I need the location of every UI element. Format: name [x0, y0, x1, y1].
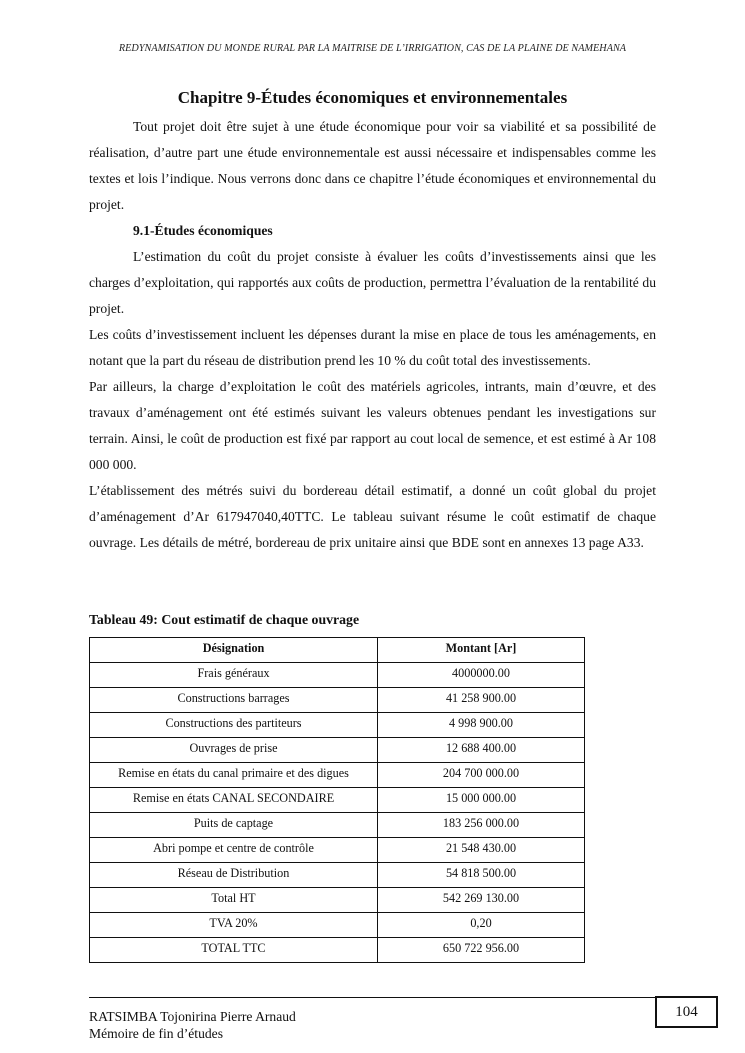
amount-cell: 21 548 430.00	[378, 838, 585, 863]
table-caption: Tableau 49: Cout estimatif de chaque ouvrage	[89, 612, 360, 627]
designation-cell: TOTAL TTC	[90, 938, 378, 963]
table-row-tva	[90, 913, 585, 938]
amount-cell: 183 256 000.00	[378, 813, 585, 838]
table-row	[90, 713, 585, 738]
designation-cell: Réseau de Distribution	[90, 863, 378, 888]
section-paragraph: Les coûts d’investissement incluent les dépenses durant la mise en place de tous les aménagements, en notant que la part du réseau de distribution prend les 10 % du coût total des investissements.	[89, 327, 656, 368]
amount-cell: 650 722 956.00	[378, 938, 585, 963]
amount-cell: 12 688 400.00	[378, 738, 585, 763]
table-row	[90, 813, 585, 838]
table-row	[90, 788, 585, 813]
designation-cell: Remise en états CANAL SECONDAIRE	[90, 788, 378, 813]
section-paragraph: L’établissement des métrés suivi du bordereau détail estimatif, a donné un coût global du projet d’aménagement d’Ar 617947040,40TTC. Le tableau suivant résume le coût estimatif de chaque ouvrage. Les détails de métré, bordereau de prix unitaire ainsi que BDE sont en annexes 13 page A33.	[89, 483, 656, 550]
section-paragraph: L’estimation du coût du projet consiste à évaluer les coûts d’investissements ainsi que les charges d’exploitation, qui rapportés aux coûts de production, permettra l’évaluation de la rentabilité du projet.	[89, 249, 656, 316]
section-paragraph: Par ailleurs, la charge d’exploitation le coût des matériels agricoles, intrants, main d’œuvre, et des travaux d’aménagement ont été estimés suivant les valeurs obtenues pendant les investigations sur terrain. Ainsi, le coût de production est fixé par rapport au cout local de semence, et est estimé à Ar 108 000 000.	[89, 379, 656, 472]
designation-cell: Constructions des partiteurs	[90, 713, 378, 738]
chapter-intro-block	[89, 114, 656, 218]
footer-divider	[89, 997, 656, 998]
designation-cell: Remise en états du canal primaire et des digues	[90, 763, 378, 788]
amount-cell: 41 258 900.00	[378, 688, 585, 713]
amount-cell: 4000000.00	[378, 663, 585, 688]
amount-cell: 15 000 000.00	[378, 788, 585, 813]
table-header-row	[90, 638, 585, 663]
table-row	[90, 863, 585, 888]
table-row	[90, 688, 585, 713]
footer-author-name: RATSIMBA Tojonirina Pierre Arnaud	[89, 1009, 296, 1024]
table-row-total-ttc	[90, 938, 585, 963]
amount-cell: 0,20	[378, 913, 585, 938]
amount-cell: 4 998 900.00	[378, 713, 585, 738]
footer-document-type: Mémoire de fin d’études	[89, 1026, 224, 1041]
page-number: 104	[655, 996, 718, 1028]
designation-cell: Ouvrages de prise	[90, 738, 378, 763]
designation-cell: Frais généraux	[90, 663, 378, 688]
designation-cell: Constructions barrages	[90, 688, 378, 713]
table-row	[90, 763, 585, 788]
footer-author-block	[89, 1008, 296, 1042]
table-row	[90, 663, 585, 688]
designation-cell: Abri pompe et centre de contrôle	[90, 838, 378, 863]
column-header-amount: Montant [Ar]	[378, 638, 585, 663]
table-row-total-ht	[90, 888, 585, 913]
section-block	[89, 218, 656, 556]
amount-cell: 542 269 130.00	[378, 888, 585, 913]
cost-table	[89, 637, 585, 963]
section-heading: 9.1-Études économiques	[133, 223, 273, 238]
running-header: REDYNAMISATION DU MONDE RURAL PAR LA MAITRISE DE L’IRRIGATION, CAS DE LA PLAINE DE NAMEHANA	[118, 43, 627, 54]
column-header-designation: Désignation	[90, 638, 378, 663]
amount-cell: 54 818 500.00	[378, 863, 585, 888]
table-row	[90, 738, 585, 763]
amount-cell: 204 700 000.00	[378, 763, 585, 788]
chapter-title: Chapitre 9-Études économiques et environnementales	[177, 88, 568, 107]
designation-cell: TVA 20%	[90, 913, 378, 938]
designation-cell: Total HT	[90, 888, 378, 913]
chapter-intro-paragraph: Tout projet doit être sujet à une étude économique pour voir sa viabilité et sa possibilité de réalisation, d’autre part une étude environnementale est aussi nécessaire et indispensables comme les textes et lois l’indique. Nous verrons donc dans ce chapitre l’étude économiques et environnemental du projet.	[89, 119, 656, 212]
table-row	[90, 838, 585, 863]
designation-cell: Puits de captage	[90, 813, 378, 838]
